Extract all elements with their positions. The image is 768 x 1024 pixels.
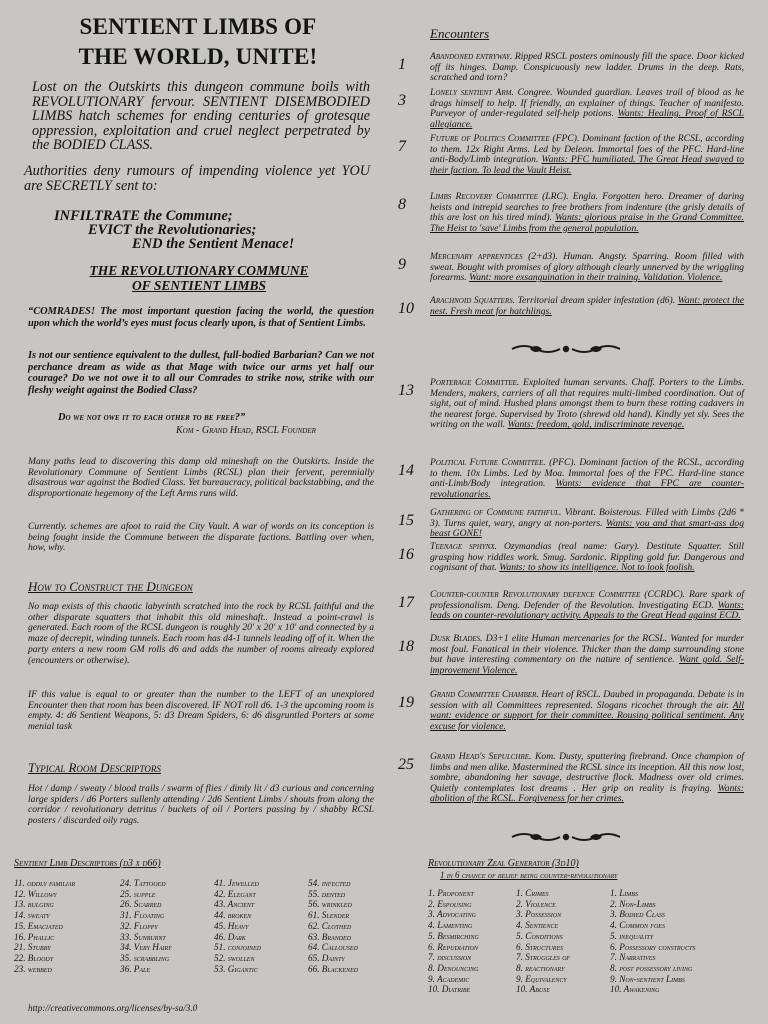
encounter-wants: Wants: you and that smart-ass dog beast GONE!: [430, 517, 744, 540]
list-item: 3. Possession: [516, 909, 562, 920]
encounter-number: 13: [398, 382, 414, 399]
construct-heading: How to Construct the Dungeon: [28, 579, 193, 594]
encounter-name: Porterage Committee.: [430, 377, 520, 388]
encounter-name: Arachnoid Squatters.: [430, 295, 515, 306]
encounter-number: 7: [398, 138, 406, 155]
list-item: 1. Proponent: [428, 888, 474, 898]
encounter-wants: Wants: to show its intelligence. Not to look foolish.: [499, 562, 695, 574]
encounter-name: Lonely sentient Arm.: [430, 87, 514, 98]
list-item: 25. supple: [120, 888, 156, 899]
encounter-name: Gathering of Commune faithful.: [430, 507, 562, 518]
encounter-name: Mercenary apprentices: [430, 251, 523, 262]
list-item: 24. Tattooed: [120, 878, 166, 888]
mission-infiltrate: INFILTRATE the Commune;: [54, 208, 233, 224]
encounter-name: Counter-counter Revolutionary defence Committee: [430, 589, 641, 600]
encounter-number: 9: [398, 256, 406, 273]
quote-paragraph-2: Is not our sentience equivalent to the dullest, full-bodied Barbarian? Can we not perchance dream as wide as that Mage with twice our arms yet half our courage? Do we not owe it to all our Comrades to strike now, strike with our fleshy weight against the Bodied Class?: [28, 350, 374, 396]
list-item: 16. Phallic: [14, 931, 55, 942]
list-item: 4. Lamenting: [428, 920, 473, 931]
list-item: 42. Elegant: [214, 888, 256, 899]
encounter-description: Dominant faction of the RCSL, according to them. 12x Right Arms. Led by Deleon. Immortal foes of the PFC. Hard-line anti-Body/Limb integration.: [430, 133, 744, 166]
encounter-name: Future of Politics Committee (FPC).: [430, 133, 580, 144]
list-item: 8. Denouncing: [428, 962, 479, 973]
encounter-number: 25: [398, 756, 414, 773]
encounter-name: Teenage sphynx.: [430, 541, 498, 552]
encounter-text: [430, 52, 744, 84]
encounter-description: Ozymandias (real name: Gary). Destitute Squatter. Still grasping how riddles work. Smug. Sardonic. Rippling gold fur. Dangerous and cognisant of that.: [430, 541, 745, 574]
encounter-description: (2+d3). Human. Angsty. Sparring. Room filled with sweat. Bought with promises of glory although clearly unnerved by the wriggling forearms.: [430, 251, 744, 284]
quote-paragraph-3: Do we not owe it to each other to be free?”: [58, 412, 246, 423]
encounter-text: [430, 634, 744, 676]
paths-paragraph-2: Currently. schemes are afoot to raid the City Vault. A war of words on its conception is being fought inside the Commune between the disparate factions. Battling over when, how, why.: [28, 521, 374, 554]
encounter-description: (PFC). Dominant faction of the RCSL, according to them. 10x Limbs. Led by Moa. Immortal foes of the FPC. Hard-line stance anti-Limb/Body integration.: [430, 457, 744, 490]
encounter-wants: Wants: Healing. Proof of RSCL allegiance.: [430, 108, 744, 130]
encounter-text: [430, 378, 744, 431]
list-item: 1. Limbs: [610, 888, 638, 898]
encounter-number: 15: [398, 512, 414, 529]
list-item: 3. Advocating: [428, 909, 476, 920]
list-item: 2. Non-Limbs: [610, 898, 656, 909]
list-item: 64. Calloused: [308, 942, 358, 953]
descriptors-heading: Typical Room Descriptors: [28, 760, 161, 775]
encounter-name: Political Future Committee.: [430, 457, 546, 468]
encounter-wants: Wants: glorious praise in the Grand Committee. The Heist to 'save' Limbs from the general population.: [430, 212, 745, 234]
mission-evict: EVICT the Revolutionaries;: [88, 222, 257, 238]
list-item: 35. scrabbling: [120, 952, 170, 963]
list-item: 2. Violence: [516, 898, 556, 909]
list-item: 7. Struggles of: [516, 952, 571, 963]
encounter-text: [430, 458, 744, 500]
intro-paragraph: Lost on the Outskirts this dungeon commune boils with REVOLUTIONARY fervour. SENTIENT DISEMBODIED LIMBS hatch schemes for ending centuries of grotesque oppression, exploitation and cruel neglect perpetrated by the BODIED CLASS.: [32, 79, 370, 154]
list-item: 33. Sunburnt: [120, 931, 166, 942]
limb-table-heading: Sentient Limb Descriptors (d3 x d66): [14, 858, 161, 869]
limb-table-col-2: [120, 878, 171, 974]
list-item: 45. Heavy: [214, 920, 249, 931]
list-item: 34. Very Hairy: [120, 942, 172, 953]
encounter-wants: Want gold. Self-improvement Violence.: [430, 654, 745, 676]
list-item: 5. inequality: [610, 930, 654, 941]
encounter-name: Grand Head's Sepulchre.: [430, 751, 532, 762]
zeal-table-col-1: [428, 888, 479, 995]
page-title: [28, 12, 368, 72]
encounter-name: Abandoned entryway.: [430, 51, 513, 62]
encounter-description: Exploited human servants. Chaff. Porters to the Limbs. Menders, makers, carriers of all that requires multi-limbed coordination. Out of sight, out of mind. Hushed plans amongst them to burn these rotting cadavers in the nearest forge. Supervised by Troto (shrewd old hand). Kindly yet sly. Sees the writing on the wall.: [430, 377, 745, 431]
encounter-name: Grand Committee Chamber.: [430, 689, 539, 700]
encounter-wants: Wants: evidence that FPC are counter-revolutionaries.: [430, 478, 744, 500]
list-item: 36. Pale: [120, 963, 151, 974]
list-item: 52. swollen: [214, 952, 255, 963]
zeal-table-heading: Revolutionary Zeal Generator (3d10): [428, 858, 579, 869]
list-item: 15. Emaciated: [14, 920, 63, 931]
zeal-table-col-3: [610, 888, 695, 995]
list-item: 26. Scarred: [120, 899, 162, 910]
encounter-wants: Want: more exsanguination in their training. Validation. Violence.: [469, 272, 723, 284]
quote-attribution: Kom - Grand Head, RSCL Founder: [176, 425, 316, 436]
list-item: 62. Clothed: [308, 920, 352, 931]
list-item: 11. oddly familiar: [14, 878, 76, 888]
list-item: 1. Crimes: [516, 888, 549, 898]
list-item: 5. Besmirching: [428, 930, 479, 941]
list-item: 21. Stubby: [14, 942, 51, 953]
encounter-description: (CCRDC). Rare spark of professionalism. Deng. Defender of the Revolution. Investigating ECD.: [430, 589, 744, 611]
encounter-number: 3: [398, 92, 406, 109]
ornament-divider-icon: [510, 830, 622, 844]
list-item: 22. Bloody: [14, 952, 54, 963]
zeal-table-col-2: [516, 888, 570, 995]
list-item: 6. Structures: [516, 941, 564, 952]
encounter-text: [430, 508, 744, 540]
list-item: 8. post possessory living: [610, 962, 693, 973]
mission-end: END the Sentient Menace!: [132, 236, 295, 252]
list-item: 4. Common foes: [610, 920, 665, 931]
list-item: 4. Sentience: [516, 920, 559, 931]
list-item: 53. Gigantic: [214, 963, 258, 974]
list-item: 6. Repudiation: [428, 941, 478, 952]
ornament-divider-icon: [510, 342, 622, 356]
list-item: 10. Diatribe: [428, 984, 471, 995]
descriptors-paragraph: Hot / damp / sweaty / blood trails / swarm of flies / dimly lit / d3 curious and concerning large spiders / d6 Porters sullenly attending / 2d6 Sentient Limbs / shouts from along the corridor / revolutionary detritus / buckets of oil / Porters passing by / shabby RCSL posters / discarded oily rags.: [28, 783, 374, 827]
encounter-text: [430, 752, 744, 805]
list-item: 44. broken: [214, 910, 252, 921]
list-item: 10. Awakening: [610, 984, 660, 995]
commune-heading-line-2: OF SENTIENT LIMBS: [131, 278, 267, 293]
encounter-number: 8: [398, 196, 406, 213]
encounter-description: Kom. Dusty, sputtering firebrand. Once champion of limbs and men alike. Mastermined the RCSL since its inception. All this now lost, sombre, abandoning her savage, destructive flock. Madness over old crimes. Quietly contemplates lost dreams . Her grip on reality is fraying.: [430, 751, 744, 794]
encounter-wants: Wants: abolition of the RCSL. Forgiveness for her crimes.: [430, 782, 744, 805]
list-item: 14. sweaty: [14, 910, 50, 921]
list-item: 9. Non-sentient Limbs: [610, 973, 685, 984]
encounter-number: 18: [398, 638, 414, 655]
list-item: 56. wrinkled: [308, 899, 352, 910]
list-item: 13. bulging: [14, 899, 54, 910]
list-item: 54. infected: [308, 878, 351, 888]
encounter-description: Vibrant. Boisterous. Filled with Limbs (2d6 * 3). Turns quiet, wary, angry at non-porters.: [430, 507, 744, 529]
encounter-description: D3+1 elite Human mercenaries for the RCSL. Wanted for murder most foul. Fanatical in their violence. Thicker than the damp surrounding stone but have interesting commentary on the nature of sentience.: [430, 633, 745, 666]
encounter-wants: Want: protect the nest. Fresh meat for hatchlings.: [430, 295, 745, 317]
authorities-paragraph: Authorities deny rumours of impending violence yet YOU are SECRETLY sent to:: [24, 163, 370, 194]
encounter-text: [430, 192, 744, 234]
encounter-text: [430, 252, 744, 284]
encounter-description: Ripped RSCL posters ominously fill the space. Door kicked off its hinges. Damp. Conspicuously new ladder. Drums in the deep. Rats, scratched and torn?: [430, 51, 744, 84]
zeal-table-subheading: 1 in 6 chance of belief being counter-revolutionary: [440, 870, 618, 880]
encounter-number: 14: [398, 462, 414, 479]
encounter-wants: Wants: PFC humiliated. The Great Head swayed to their faction. To lead the Vault Heist.: [430, 154, 744, 176]
list-item: 66. Blackened: [308, 963, 359, 974]
list-item: 51. conjoined: [214, 942, 262, 953]
list-item: 10. Abuse: [516, 984, 550, 995]
list-item: 46. Dark: [214, 931, 246, 942]
commune-heading: [28, 263, 370, 293]
quote-paragraph-1: “COMRADES! The most important question facing the world, the question upon which the world’s eyes must focus clearly upon, is that of Sentient Limbs.: [28, 306, 374, 329]
list-item: 61. Slender: [308, 910, 350, 921]
list-item: 7. Narratives: [610, 952, 656, 963]
encounter-text: [430, 590, 744, 622]
encounter-number: 16: [398, 546, 414, 563]
list-item: 9. Equivalency: [516, 973, 567, 984]
encounter-description: Congree. Wounded guardian. Leaves trail of blood as he drags himself to help. If friendly, an explainer of things. Teacher of manifesto. Purveyor of under-regulated self-help potions.: [430, 87, 745, 120]
encounter-description: Heart of RSCL. Daubed in propaganda. Debate is in session with all Committees represented. Slogans ricochet through the air.: [430, 689, 745, 711]
encounter-number: 17: [398, 594, 414, 611]
limb-table-col-3: [214, 878, 261, 974]
list-item: 55. dented: [308, 888, 346, 899]
list-item: 31. Floating: [120, 910, 165, 921]
encounter-text: [430, 690, 744, 732]
limb-table-col-1: [14, 878, 75, 974]
list-item: 41. Jewelled: [214, 878, 259, 888]
encounter-description: Territorial dream spider infestation (d6).: [517, 295, 676, 306]
list-item: 23. webbed: [14, 963, 52, 974]
encounter-number: 19: [398, 694, 414, 711]
encounter-number: 1: [398, 56, 406, 73]
construct-paragraph-2: IF this value is equal to or greater than the number to the LEFT of an unexplored Encounter then that room has been discovered. IF NOT roll d6. 1-3 the upcoming room is empty. 4: d6 Sentient Weapons, 5: d3 Dream Spiders, 6: d6 disgruntled Porters at some menial task: [28, 689, 374, 733]
encounter-text: [430, 296, 744, 317]
limb-table-col-4: [308, 878, 358, 974]
list-item: 32. Floppy: [120, 920, 158, 931]
encounter-number: 10: [398, 300, 414, 317]
list-item: 5. Conditions: [516, 930, 563, 941]
encounter-text: [430, 542, 744, 574]
list-item: 9. Academic: [428, 973, 470, 984]
list-item: 7. discussion: [428, 952, 472, 963]
construct-paragraph-1: No map exists of this chaotic labyrinth scratched into the rock by RCSL faithful and the other disparate squatters that inhabit this old mineshaft.. Instead a point-crawl is generated. Each room of the RCSL dungeon is roughly 20' x 20' x 10' and connected by a maze of decrepit, winding tunnels. Each room has d4-1 tunnels leading off of it. When the party enters a new room GM rolls d6 and adds the number of rooms already explored (encounters or otherwise).: [28, 601, 374, 666]
list-item: 2. Espousing: [428, 898, 472, 909]
list-item: 43. Ancient: [214, 899, 255, 910]
list-item: 8. reactionary: [516, 962, 565, 973]
title-line-2: THE WORLD, UNITE!: [78, 44, 318, 69]
commune-heading-line-1: THE REVOLUTIONARY COMMUNE: [89, 263, 309, 278]
encounter-name: Limbs Recovery Committee (LRC).: [430, 191, 569, 202]
encounter-wants: All want: evidence or support for their committee. Rousing political sentiment. Any excuse for violence.: [430, 699, 744, 732]
encounter-wants: Wants: freedom, gold, indiscriminate revenge.: [507, 419, 685, 431]
list-item: 63. Branded: [308, 931, 352, 942]
license-link[interactable]: http://creativecommons.org/licenses/by-sa/3.0: [28, 1003, 198, 1013]
paths-paragraph-1: Many paths lead to discovering this damp old mineshaft on the Outskirts. Inside the Revolutionary Commune of Sentient Limbs (RCSL) plan their fervent, perennially disastrous war against the Bodied Class. Yet bureaucracy, political backstabbing, and the disproportionate hegemony of the Left Arms runs wild.: [28, 456, 374, 500]
encounters-heading: Encounters: [430, 26, 490, 41]
encounter-text: [430, 88, 744, 130]
encounter-name: Dusk Blades.: [430, 633, 483, 644]
title-line-1: SENTIENT LIMBS OF: [79, 14, 317, 39]
list-item: 3. Bodied Class: [610, 909, 665, 920]
list-item: 65. Dainty: [308, 952, 345, 963]
encounter-wants: Wants: leads on counter-revolutionary activity. Appeals to the Great Head against ECD.: [430, 599, 744, 622]
encounter-text: [430, 134, 744, 176]
list-item: 6. Possessory constructs: [610, 941, 696, 952]
encounter-description: Engla. Forgotten hero. Dreamer of daring heists and intrepid searches to free brothers from indenture (the grisly details of this are lost on his tired mind).: [430, 191, 744, 224]
list-item: 12. Willowy: [14, 888, 57, 899]
